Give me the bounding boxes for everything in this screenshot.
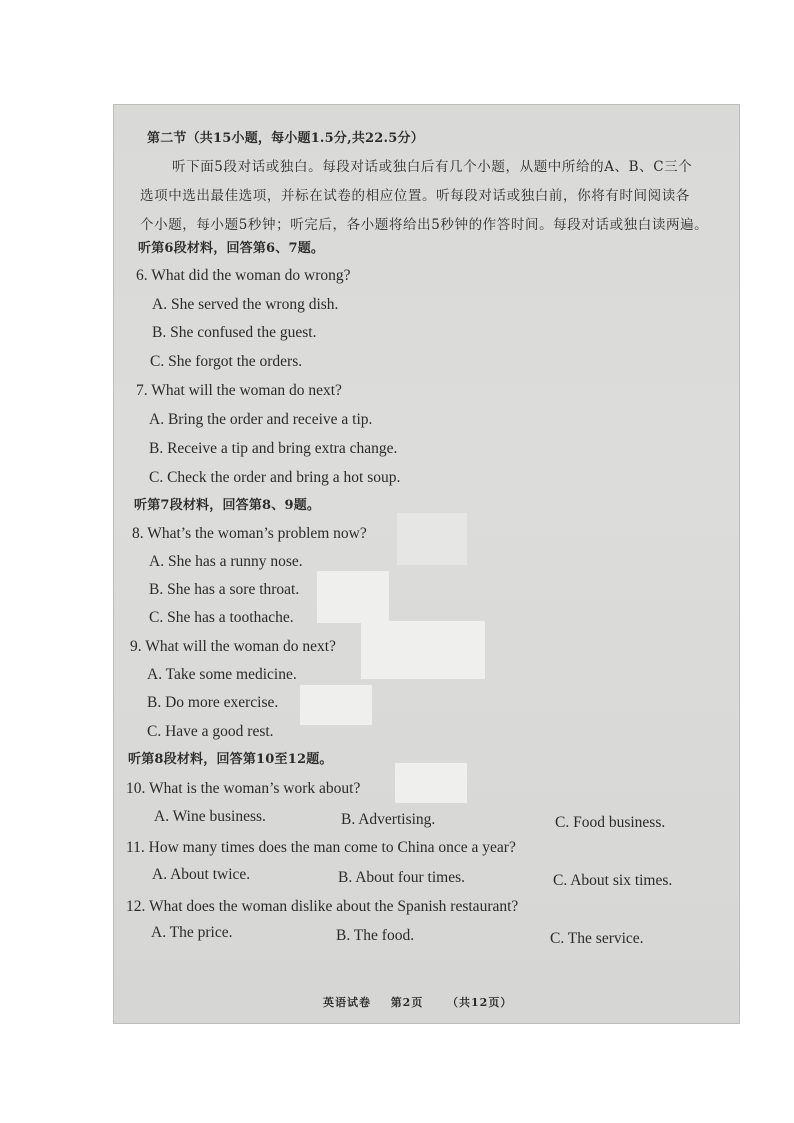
question-11: 11. How many times does the man come to China once a year? xyxy=(126,839,516,856)
q8-option-c: C. She has a toothache. xyxy=(149,609,294,626)
q6-option-a: A. She served the wrong dish. xyxy=(152,296,339,313)
footer-page: 第2页 xyxy=(390,996,424,1009)
exam-page xyxy=(113,104,740,1024)
q12-option-a: A. The price. xyxy=(151,924,233,941)
question-10: 10. What is the woman’s work about? xyxy=(126,780,361,797)
q9-option-c: C. Have a good rest. xyxy=(147,723,274,740)
q9-option-b: B. Do more exercise. xyxy=(147,694,279,711)
section-heading: 第二节（共15小题，每小题1.5分,共22.5分） xyxy=(147,131,424,146)
q7-option-a: A. Bring the order and receive a tip. xyxy=(149,411,373,428)
group-header-7: 听第7段材料，回答第8、9题。 xyxy=(134,498,321,513)
redaction-patch xyxy=(395,763,467,803)
q6-option-b: B. She confused the guest. xyxy=(152,324,317,341)
redaction-patch xyxy=(317,571,389,623)
footer xyxy=(323,994,512,1012)
q8-option-b: B. She has a sore throat. xyxy=(149,581,300,598)
footer-subject: 英语试卷 xyxy=(323,996,371,1009)
q7-option-c: C. Check the order and bring a hot soup. xyxy=(149,469,401,486)
q12-option-c: C. The service. xyxy=(550,930,644,947)
q10-option-a: A. Wine business. xyxy=(154,808,266,825)
q12-option-b: B. The food. xyxy=(336,927,415,944)
question-12: 12. What does the woman dislike about the Spanish restaurant? xyxy=(126,898,519,915)
q11-option-c: C. About six times. xyxy=(553,872,673,889)
question-7: 7. What will the woman do next? xyxy=(136,382,342,399)
group-header-6: 听第6段材料，回答第6、7题。 xyxy=(138,241,325,256)
q9-option-a: A. Take some medicine. xyxy=(147,666,297,683)
instruction-line-2: 选项中选出最佳选项，并标在试卷的相应位置。听每段对话或独白前，你将有时间阅读各 xyxy=(140,188,690,204)
redaction-patch xyxy=(300,685,372,725)
q8-option-a: A. She has a runny nose. xyxy=(149,553,303,570)
q11-option-a: A. About twice. xyxy=(152,866,251,883)
question-6: 6. What did the woman do wrong? xyxy=(136,267,351,284)
question-9: 9. What will the woman do next? xyxy=(130,638,336,655)
redaction-patch xyxy=(397,513,467,565)
group-header-8: 听第8段材料，回答第10至12题。 xyxy=(128,752,333,767)
q7-option-b: B. Receive a tip and bring extra change. xyxy=(149,440,398,457)
q11-option-b: B. About four times. xyxy=(338,869,466,886)
instruction-line-3: 个小题，每小题5秒钟；听完后，各小题将给出5秒钟的作答时间。每段对话或独白读两遍。 xyxy=(140,217,709,233)
q10-option-b: B. Advertising. xyxy=(341,811,436,828)
q10-option-c: C. Food business. xyxy=(555,814,666,831)
q6-option-c: C. She forgot the orders. xyxy=(150,353,303,370)
question-8: 8. What’s the woman’s problem now? xyxy=(132,525,367,542)
redaction-patch xyxy=(361,621,485,679)
instruction-line-1: 听下面5段对话或独白。每段对话或独白后有几个小题，从题中所给的A、B、C三个 xyxy=(172,159,693,175)
footer-total: （共12页） xyxy=(447,996,513,1009)
